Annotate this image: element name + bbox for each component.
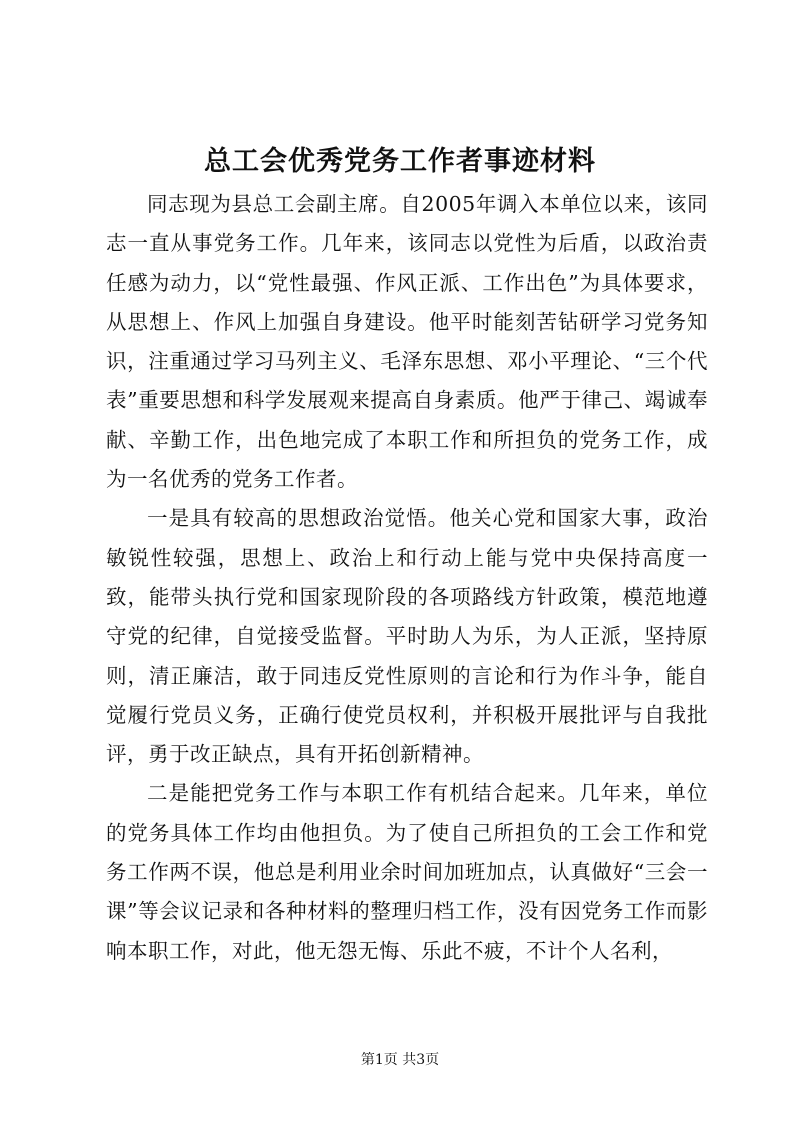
paragraph-work-integration: 二是能把党务工作与本职工作有机结合起来。几年来，单位的党务具体工作均由他担负。为了使自己所担负的工会工作和党务工作两不误，他总是利用业余时间加班加点，认真做好“三会一课”等会议记录和各种材料的整理归档工作，没有因党务工作而影响本职工作，对此，他无怨无悔、乐此不疲，不计个人名利， <box>106 781 708 963</box>
paragraph-political-awareness: 一是具有较高的思想政治觉悟。他关心党和国家大事，政治敏锐性较强，思想上、政治上和行动上能与党中央保持高度一致，能带头执行党和国家现阶段的各项路线方针政策，模范地遵守党的纪律，自觉接受监督。平时助人为乐，为人正派，坚持原则，清正廉洁，敢于同违反党性原则的言论和行为作斗争，能自觉履行党员义务，正确行使党员权利，并积极开展批评与自我批评，勇于改正缺点，具有开拓创新精神。 <box>106 506 708 767</box>
document-title: 总工会优秀党务工作者事迹材料 <box>204 146 596 177</box>
paragraph-intro: 同志现为县总工会副主席。自2005年调入本单位以来，该同志一直从事党务工作。几年来，该同志以党性为后盾，以政治责任感为动力，以“党性最强、作风正派、工作出色”为具体要求，从思想上、作风上加强自身建设。他平时能刻苦钻研学习党务知识，注重通过学习马列主义、毛泽东思想、邓小平理论、“三个代表”重要思想和科学发展观来提高自身素质。他严于律己、竭诚奉献、辛勤工作，出色地完成了本职工作和所担负的党务工作，成为一名优秀的党务工作者。 <box>106 192 708 492</box>
document-body <box>106 185 708 971</box>
page-footer: 第1页 共3页 <box>360 1052 440 1068</box>
